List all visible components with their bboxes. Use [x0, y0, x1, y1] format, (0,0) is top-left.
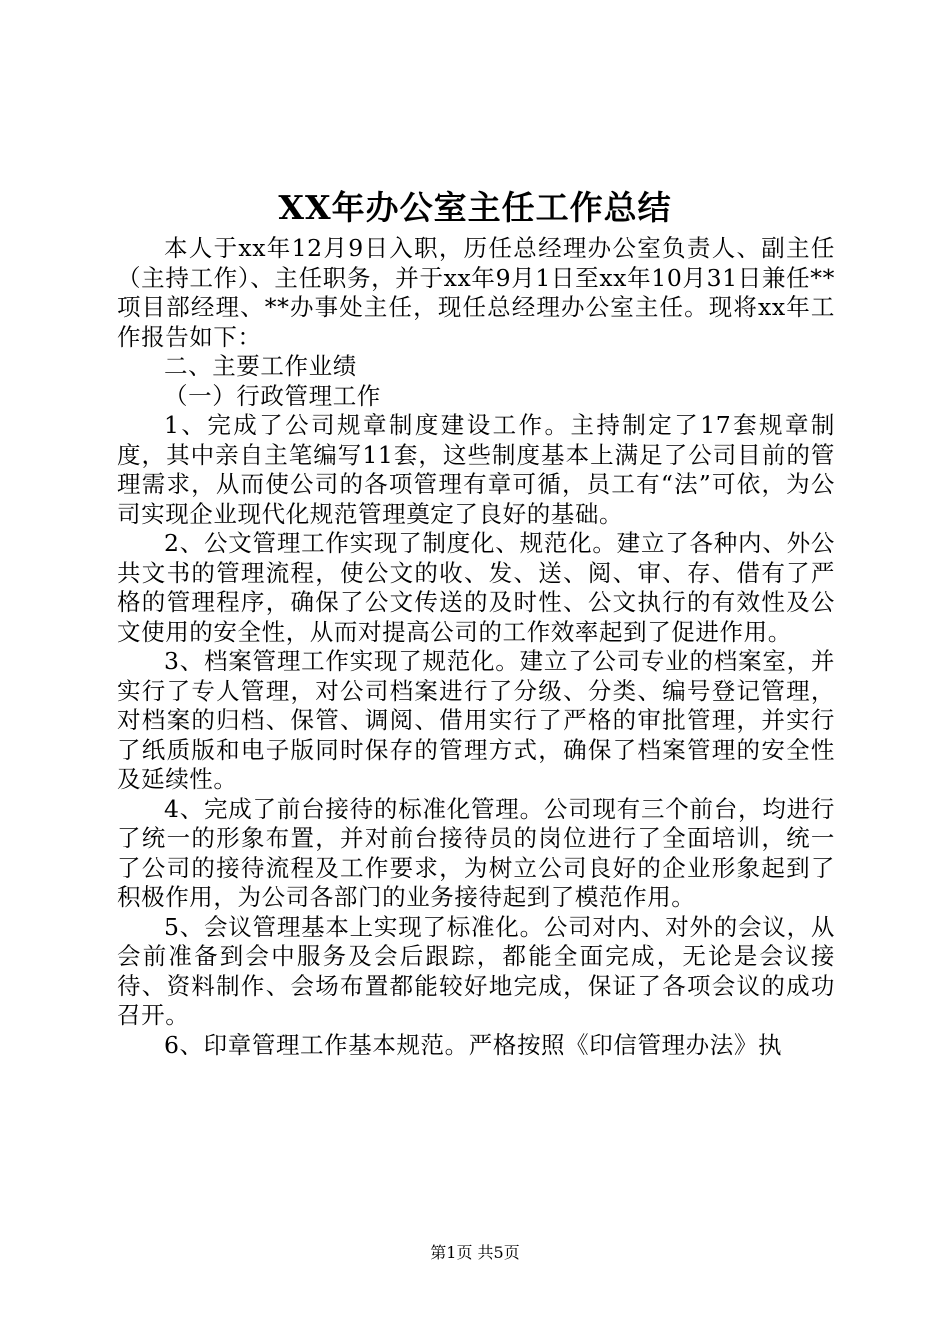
body-paragraph: 6、印章管理工作基本规范。严格按照《印信管理办法》执: [164, 1030, 783, 1059]
subsection-heading: （一）行政管理工作: [164, 381, 381, 410]
intro-paragraph: 本人于xx年12月9日入职，历任总经理办公室负责人、副主任（主持工作）、主任职务，并于xx年9月1日至xx年10月31日兼任**项目部经理、**办事处主任，现任总经理办公室主任。现将xx年工作报告如下：: [117, 234, 835, 351]
page-footer: 第1页 共5页: [430, 1243, 520, 1262]
section-heading: 二、主要工作业绩: [164, 352, 357, 380]
body-paragraph: 3、档案管理工作实现了规范化。建立了公司专业的档案室，并实行了专人管理，对公司档案进行了分级、分类、编号登记管理，对档案的归档、保管、调阅、借用实行了严格的审批管理，并实行了纸质版和电子版同时保存的管理方式，确保了档案管理的安全性及延续性。: [117, 647, 835, 793]
body-paragraph: 5、会议管理基本上实现了标准化。公司对内、对外的会议，从会前准备到会中服务及会后跟踪，都能全面完成，无论是会议接待、资料制作、会场布置都能较好地完成，保证了各项会议的成功召开。: [117, 912, 835, 1029]
body-paragraph: 1、完成了公司规章制度建设工作。主持制定了17套规章制度，其中亲自主笔编写11套，这些制度基本上满足了公司目前的管理需求，从而使公司的各项管理有章可循，员工有“法”可依，为公司实现企业现代化规范管理奠定了良好的基础。: [117, 411, 835, 528]
document-body: [117, 234, 835, 1060]
body-paragraph: 2、公文管理工作实现了制度化、规范化。建立了各种内、外公共文书的管理流程，使公文的收、发、送、阅、审、存、借有了严格的管理程序，确保了公文传送的及时性、公文执行的有效性及公文使用的安全性，从而对提高公司的工作效率起到了促进作用。: [117, 529, 835, 646]
document-title: XX年办公室主任工作总结: [278, 188, 672, 227]
body-paragraph: 4、完成了前台接待的标准化管理。公司现有三个前台，均进行了统一的形象布置，并对前台接待员的岗位进行了全面培训，统一了公司的接待流程及工作要求，为树立公司良好的企业形象起到了积极作用，为公司各部门的业务接待起到了模范作用。: [117, 794, 835, 911]
